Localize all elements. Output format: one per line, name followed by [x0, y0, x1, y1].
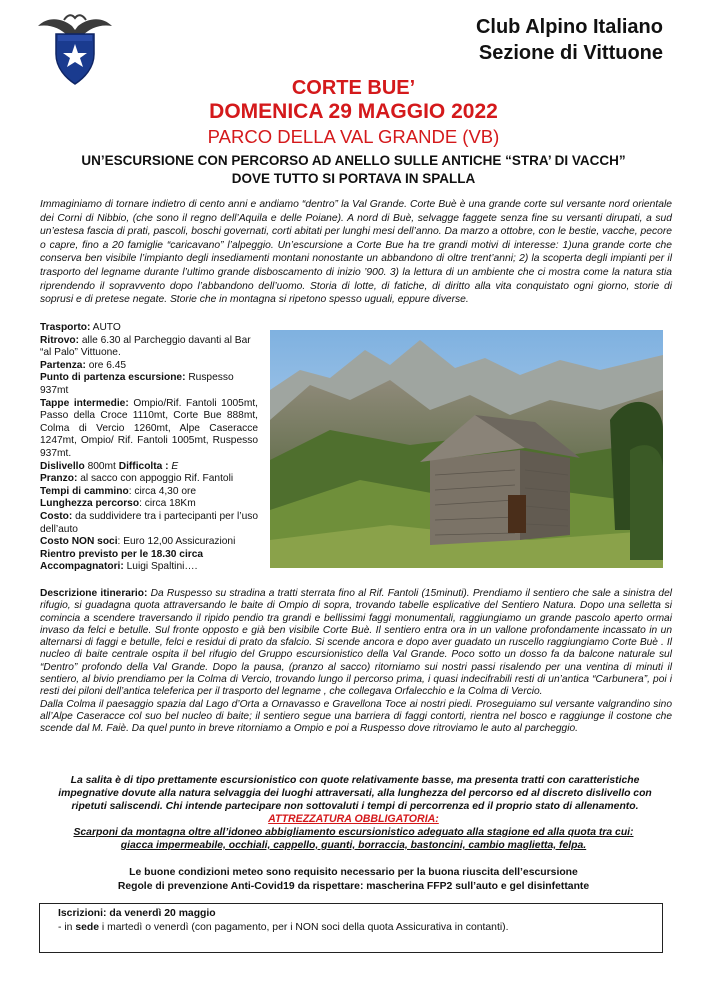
- description-paragraph-1: [40, 588, 672, 699]
- intro-text: Immaginiamo di tornare indietro di cento anni e andiamo “dentro” la Val Grande. Corte Buè è una grande corte sul versante nord orientale dei Corni di Nibbio, (che sono il regno dell’Aquila e delle Poiane). A nord di Buè, selvagge faggete senza fine su versanti dirupati, a sud un’estesa fascia di prati, pascoli, boschi governati, corti abitati per lunghi mesi dell’anno. Da marzo a ottobre, con le bestie, vacche, pecore o capre, fino a 20 famiglie “caricavano” l’alpeggio. Un’escursione a Corte Bue ha tre grandi motivi di interesse: 1)una grande corte che conserva ben visibile l’impianto degli insediamenti montani nonostante un abbandono di oltre trent’anni; 2) la scoperta degli impianti per il trasporto del legname durante l’ultimo grande disboscamento di inizio ’900. 3) la lettura di un ambiente che ci mostra come la natura stia riprendendo il sopravvento dopo l’abbandono dell’uomo. Storia di lotte, di fatiche, di diritto alla vita conquistato ogni giorno, storie di soprusi e di pretese negate. Storie che in montagna si ripetono spesso uguali, eppure diverse.: [40, 199, 672, 306]
- registration-label: Iscrizioni: da venerdì 20 maggio: [58, 908, 216, 919]
- detail-rientro: [40, 549, 258, 562]
- detail-label: Trasporto:: [40, 322, 91, 333]
- difficulty-note-text: La salita è di tipo prettamente escursionistico con quote relativamente basse, ma presenta tratti con caratteristiche impegnative dovute alla natura selvaggia dei luoghi attraversati, alla lunghezza del percorso ed al discreto dislivello con ripetuti saliscendi. Chi intende partecipare non sottovaluti i tempi di percorrenza ed il proprio stato di allenamento.: [58, 775, 652, 812]
- detail-tempi: [40, 486, 258, 499]
- detail-value: AUTO: [90, 322, 121, 333]
- registration-prefix: - in: [58, 922, 76, 933]
- detail-lunghezza: [40, 498, 258, 511]
- detail-label: Accompagnatori:: [40, 561, 124, 573]
- detail-label: Partenza:: [40, 359, 86, 371]
- detail-label: Costo:: [40, 510, 73, 522]
- weather-line: Le buone condizioni meteo sono requisito necessario per la buona riuscita dell’escursione: [129, 867, 578, 878]
- detail-label: Punto di partenza escursione:: [40, 372, 186, 384]
- event-park: PARCO DELLA VAL GRANDE (VB): [207, 126, 500, 147]
- detail-value: : Euro 12,00 Assicurazioni: [117, 536, 236, 548]
- equipment-line-2: giacca impermeabile, occhiali, cappello, guanti, borraccia, bastoncini, cambio maglietta, felpa.: [120, 840, 587, 851]
- detail-label: Pranzo:: [40, 473, 78, 485]
- detail-value: alle 6.30 al Parcheggio davanti al Bar “al Palo” Vittuone.: [40, 334, 251, 359]
- description-text-1: Da Ruspesso su stradina a tratti sterrata fino al Rif. Fantoli (15minuti). Prendiamo il sentiero che sale a sinistra del rifugio, si guadagna quota attraversando le baite di Ompio di sopra, trovando tabelle esplicative del Sentiero Natura. Dopo una selletta si comincia a scendere traversando il ripido pendio tra grandi e bellissimi faggi monumentali, raggiungiamo un grande pascolo aperto ormai invaso da felci e betulle. Sul fronte opposto e già ben visibile Corte Buè. Il sentiero entra ora in un vallone profondamente incassato in un alternarsi di faggi e betulle, felci e residui di prato da sfalcio. Si scende ancora e dopo aver guadato un ruscello raggiungiamo Corte Buè . Il nucleo di baite centrale ospita il bel rifugio del Gruppo escursionistico della Val Grande. Poco sotto un dosso fa da balcone naturale sul “Dentro” profondo della Val Grande. Dopo la pausa, (pranzo al sacco) ritorniamo sui nostri passi risalendo per una ventina di minuti il sentiero, al bivio prendiamo per la Colma di Vercio, trovando lungo il percorso prima, i quasi indecifrabili resti di un’antica “Carbunera”, poi i resti dei piloni dell’antica teleferica per il trasporto del legname , che collegava Orfalecchio e la Colma di Vercio.: [40, 588, 673, 698]
- detail-value: 800mt: [84, 460, 119, 472]
- description-label: Descrizione itinerario:: [40, 588, 148, 599]
- detail-pranzo: [40, 473, 258, 486]
- detail-label: Tappe intermedie:: [40, 397, 129, 409]
- detail-value: Ruspesso 937mt: [40, 372, 234, 396]
- equipment-list: [40, 826, 667, 852]
- intro-paragraph: [40, 198, 672, 307]
- difficulty-note: [52, 774, 658, 813]
- detail-accompagnatori: [40, 561, 258, 574]
- registration-sede: sede: [75, 922, 100, 933]
- detail-label: Dislivello: [40, 460, 85, 472]
- detail-label: Costo NON soci: [40, 536, 118, 548]
- detail-value: Ompio/Rif. Fantoli 1005mt, Passo della Croce 1110mt, Corte Bue 888mt, Colma di Vercio 1260mt, Alpe Caseracce 1247mt, Ompio/ Rif. Fantoli 1005mt, Ruspesso 937mt.: [40, 397, 258, 459]
- registration-rest: i martedì o venerdì (con pagamento, per i NON soci della quota Assicurativa in contanti).: [99, 922, 509, 933]
- covid-line: Regole di prevenzione Anti-Covid19 da rispettare: mascherina FFP2 sull’auto e gel disinfettante: [117, 881, 590, 892]
- detail-ritrovo: [40, 335, 258, 360]
- detail-value: Luigi Spaltini….: [123, 561, 198, 573]
- detail-value: E: [168, 460, 179, 472]
- club-name: [363, 14, 663, 66]
- event-subtitle: [0, 152, 707, 188]
- detail-partenza: [40, 360, 258, 373]
- detail-label: Tempi di cammino: [40, 485, 129, 497]
- subtitle-line-1: UN’ESCURSIONE CON PERCORSO AD ANELLO SULLE ANTICHE “STRA’ DI VACCH”: [81, 153, 626, 168]
- detail-tappe: [40, 398, 258, 461]
- trip-details: [40, 322, 258, 574]
- rules-block: [0, 866, 707, 894]
- description-text-2: Dalla Colma il paesaggio spazia dal Lago d’Orta a Ornavasso e Gravellona Toce ai nostri piedi. Proseguiamo sul versante valgrandino sino all’Alpe Caseracce col suo bel nucleo di baite; il sentiero segue una barriera di faggi contorti, rientra nel bosco e raggiunge il costone che scende dal M. Faiè. Da quel punto in breve ritorniamo a Ompio e poi a Ruspesso dove ritroviamo le auto al parcheggio.: [40, 698, 672, 735]
- event-name: CORTE BUE’: [291, 77, 416, 99]
- club-line-1: Club Alpino Italiano: [475, 16, 663, 38]
- detail-costo: [40, 511, 258, 536]
- detail-value: da suddividere tra i partecipanti per l’uso dell’auto: [40, 510, 259, 535]
- detail-value: al sacco con appoggio Rif. Fantoli: [77, 473, 234, 485]
- detail-value: : circa 4,30 ore: [128, 485, 197, 497]
- registration-box: [39, 903, 663, 953]
- detail-value: : circa 18Km: [139, 498, 196, 510]
- detail-label: Lunghezza percorso: [40, 498, 140, 510]
- detail-value: ore 6.45: [85, 359, 127, 371]
- detail-punto-partenza: [40, 372, 258, 397]
- equipment-line-1: Scarponi da montagna oltre all’idoneo abbigliamento escursionistico adeguato alla stagione ed alla quota tra cui:: [73, 827, 634, 838]
- event-date: DOMENICA 29 MAGGIO 2022: [209, 100, 498, 123]
- club-line-2: Sezione di Vittuone: [478, 42, 663, 64]
- detail-dislivello: [40, 461, 258, 474]
- equipment-heading: ATTREZZATURA OBBLIGATORIA:: [268, 813, 439, 825]
- detail-label: Ritrovo:: [40, 334, 80, 346]
- registration-detail: [58, 921, 644, 935]
- detail-label: Rientro previsto per le 18.30 circa: [40, 548, 204, 560]
- stone-hut-photo: [270, 330, 663, 568]
- detail-costo-non-soci: [40, 536, 258, 549]
- subtitle-line-2: DOVE TUTTO SI PORTAVA IN SPALLA: [231, 171, 476, 186]
- registration-heading: [58, 907, 644, 921]
- itinerary-description: [40, 588, 672, 736]
- detail-trasporto: [40, 322, 258, 335]
- detail-label: Difficolta :: [118, 460, 169, 472]
